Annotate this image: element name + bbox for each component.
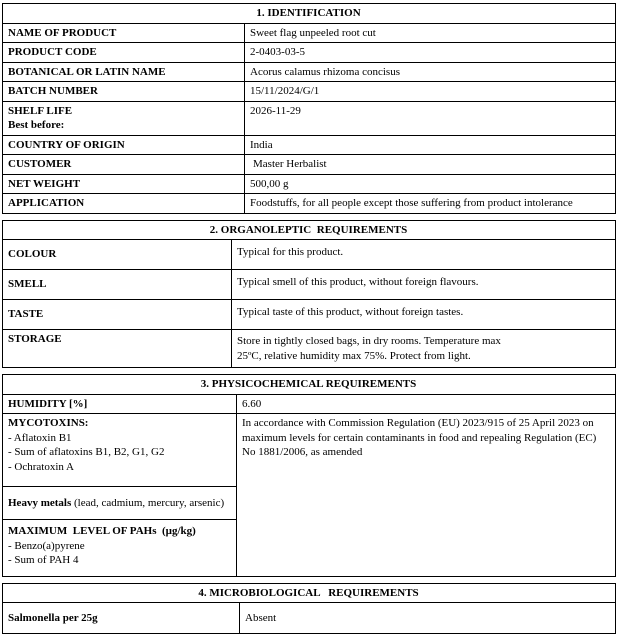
table-row (3, 82, 616, 102)
field-value: Typical smell of this product, without foreign flavours. (232, 270, 616, 300)
field-label (3, 101, 245, 135)
field-value: 6.60 (237, 394, 616, 414)
table-row (3, 155, 616, 175)
field-label: CUSTOMER (3, 155, 245, 175)
regulation-note-text: In accordance with Commission Regulation (EU) 2023/915 of 25 April 2023 on maximum levels for certain contaminants in food and repealing Regulation (EC) No 1881/2006, as amended (242, 417, 600, 459)
section-1-title: 1. IDENTIFICATION (3, 4, 616, 24)
field-label: COUNTRY OF ORIGIN (3, 135, 245, 155)
microbiological-table (2, 583, 616, 634)
table-row (3, 240, 616, 270)
field-label: APPLICATION (3, 194, 245, 214)
section-header-row (3, 375, 616, 395)
field-value: 2-0403-03-5 (245, 43, 616, 63)
mycotoxin-item: - Sum of aflatoxins B1, B2, G1, G2 (8, 446, 165, 459)
field-label: SMELL (3, 270, 232, 300)
section-header-row (3, 4, 616, 24)
field-label-line1: SHELF LIFE (8, 104, 73, 117)
field-label: COLOUR (3, 240, 232, 270)
pah-item: - Benzo(a)pyrene (8, 539, 85, 552)
table-row (3, 300, 616, 330)
field-value: Sweet flag unpeeled root cut (245, 23, 616, 43)
field-label: NAME OF PRODUCT (3, 23, 245, 43)
section-3-title: 3. PHYSICOCHEMICAL REQUIREMENTS (3, 375, 616, 395)
table-row (3, 174, 616, 194)
mycotoxin-item: - Aflatoxin B1 (8, 431, 72, 444)
physicochemical-table (2, 374, 616, 577)
field-value: 15/11/2024/G/1 (245, 82, 616, 102)
table-row (3, 414, 616, 487)
field-label-line2: Best before: (8, 119, 65, 132)
field-label: BOTANICAL OR LATIN NAME (3, 62, 245, 82)
pahs-cell (3, 520, 237, 577)
section-header-row (3, 220, 616, 240)
field-label: HUMIDITY [%] (3, 394, 237, 414)
field-label: BATCH NUMBER (3, 82, 245, 102)
field-value: 2026-11-29 (245, 101, 616, 135)
section-header-row (3, 583, 616, 603)
field-label: STORAGE (3, 330, 232, 368)
field-label: PRODUCT CODE (3, 43, 245, 63)
table-row (3, 330, 616, 368)
table-row (3, 194, 616, 214)
field-value: Acorus calamus rhizoma concisus (245, 62, 616, 82)
field-value: 500,00 g (245, 174, 616, 194)
regulation-note (237, 414, 616, 577)
section-4-title: 4. MICROBIOLOGICAL REQUIREMENTS (3, 583, 616, 603)
field-value: Master Herbalist (245, 155, 616, 175)
table-row (3, 394, 616, 414)
mycotoxins-heading: MYCOTOXINS: (8, 417, 89, 430)
table-row (3, 43, 616, 63)
field-label: Salmonella per 25g (3, 603, 240, 634)
mycotoxins-cell (3, 414, 237, 487)
table-row (3, 270, 616, 300)
section-2-title: 2. ORGANOLEPTIC REQUIREMENTS (3, 220, 616, 240)
table-row (3, 101, 616, 135)
heavy-metals-label: Heavy metals (8, 497, 72, 510)
field-value: Store in tightly closed bags, in dry rooms. Temperature max 25ºC, relative humidity max 75%. Protect from light. (232, 330, 616, 368)
field-value: Typical taste of this product, without foreign tastes. (232, 300, 616, 330)
table-row (3, 603, 616, 634)
field-value: India (245, 135, 616, 155)
table-row (3, 135, 616, 155)
mycotoxin-item: - Ochratoxin A (8, 460, 74, 473)
pahs-heading: MAXIMUM LEVEL OF PAHs (µg/kg) (8, 525, 196, 538)
field-label: TASTE (3, 300, 232, 330)
heavy-metals-cell (3, 487, 237, 520)
pah-item: - Sum of PAH 4 (8, 554, 79, 567)
organoleptic-table (2, 220, 616, 369)
table-row (3, 62, 616, 82)
field-label: NET WEIGHT (3, 174, 245, 194)
heavy-metals-detail: (lead, cadmium, mercury, arsenic) (71, 497, 225, 510)
table-row (3, 23, 616, 43)
identification-table (2, 3, 616, 214)
field-value: Typical for this product. (232, 240, 616, 270)
field-value: Absent (240, 603, 616, 634)
field-value: Foodstuffs, for all people except those suffering from product intolerance (245, 194, 616, 214)
